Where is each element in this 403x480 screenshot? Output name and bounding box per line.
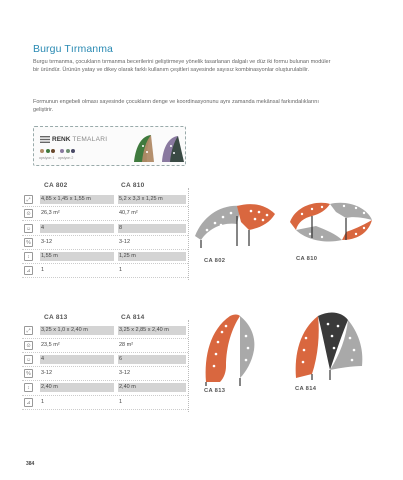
model-name-ca814: CA 814 (121, 314, 145, 321)
vertical-divider (188, 320, 189, 412)
spec-area: 28 m² (119, 342, 134, 348)
divider (22, 220, 188, 221)
area-icon: ⊙ (24, 341, 33, 350)
capacity-icon: ☺ (25, 357, 32, 363)
spec-height: 1,55 m (40, 252, 114, 261)
intro-paragraph: Burgu tırmanma, çocukların tırmanma becerilerini geliştirmeye yönelik tasarlanan dalgalı ve düz iki formu bulunan modüler bir üründür. Ürünün yatay ve dikey olarak farklı kullanım çeşitleri sayesinde sayısız kombinasyonlar oluşturulabilir. (33, 59, 331, 73)
age-icon: % (24, 238, 33, 247)
model-name-ca813: CA 813 (44, 314, 68, 321)
color-sample-illustration (132, 131, 186, 164)
model-name-ca810: CA 810 (121, 182, 145, 189)
area-icon: ⊙ (24, 209, 33, 218)
spec-age: 3-12 (119, 370, 131, 376)
option1-label: opsiyon 1 (39, 156, 55, 160)
spec-capacity: 8 (118, 224, 186, 233)
product-image-ca802 (193, 196, 277, 254)
height-icon: ↕ (24, 383, 33, 392)
option1-swatches (40, 149, 55, 153)
spec-dims: 3,25 x 1,0 x 2,40 m (40, 326, 114, 335)
spec-age: 3-12 (119, 239, 131, 245)
spec-dims: 3,25 x 2,85 x 2,40 m (118, 326, 186, 335)
page-title: Burgu Tırmanma (33, 43, 113, 55)
count-icon: ⊿ (24, 266, 33, 275)
divider (22, 235, 188, 236)
spec-count: 1 (119, 267, 123, 273)
spec-count: 1 (41, 267, 45, 273)
spec-height: 2,40 m (40, 383, 114, 392)
spec-age: 3-12 (41, 239, 53, 245)
divider (22, 366, 188, 367)
caption-ca810: CA 810 (296, 256, 318, 262)
spec-area: 40,7 m² (119, 210, 138, 216)
age-icon: % (24, 369, 33, 378)
count-icon: ⊿ (24, 398, 33, 407)
option2-swatches (60, 149, 75, 153)
option2-label: opsiyon 2 (58, 156, 74, 160)
swatch (66, 149, 70, 153)
spec-capacity: 4 (40, 224, 114, 233)
color-label-bold: RENK (52, 136, 71, 143)
spec-area: 26,3 m² (41, 210, 60, 216)
caption-ca814: CA 814 (295, 386, 317, 392)
spec-capacity: 6 (118, 355, 186, 364)
divider (22, 206, 188, 207)
spec-dims: 4,85 x 1,45 x 1,55 m (40, 195, 114, 204)
page-number: 384 (26, 461, 35, 467)
divider (22, 338, 188, 339)
swatch (46, 149, 50, 153)
product-image-ca810 (286, 196, 376, 250)
height-icon: ↕ (24, 252, 33, 261)
divider (22, 395, 188, 396)
spec-capacity: 4 (40, 355, 114, 364)
capacity-icon: ☺ (25, 226, 32, 232)
swatch (60, 149, 64, 153)
color-themes-label (40, 136, 107, 143)
divider (22, 263, 188, 264)
model-name-ca802: CA 802 (44, 182, 68, 189)
spec-height: 2,40 m (118, 383, 186, 392)
spec-area: 23,5 m² (41, 342, 60, 348)
swatch (40, 149, 44, 153)
divider (22, 409, 188, 410)
spec-count: 1 (41, 399, 45, 405)
spec-height: 1,25 m (118, 252, 186, 261)
spec-dims: 5,2 x 3,3 x 1,25 m (118, 195, 186, 204)
palette-icon (40, 136, 50, 143)
color-themes-box (33, 126, 186, 166)
divider (22, 277, 188, 278)
divider (22, 352, 188, 353)
product-image-ca814 (286, 304, 370, 384)
benefit-paragraph: Formunun engebeli olması sayesinde çocukların denge ve koordinasyonunu aynı zamanda mekânsal farkındalıklarını geliştirir. (33, 99, 319, 113)
spec-age: 3-12 (41, 370, 53, 376)
swatch (71, 149, 75, 153)
color-label-light: TEMALARI (72, 136, 108, 143)
dimensions-icon: ⤢ (24, 326, 33, 335)
caption-ca813: CA 813 (204, 388, 226, 394)
divider (22, 249, 188, 250)
spec-count: 1 (119, 399, 123, 405)
vertical-divider (188, 188, 189, 280)
divider (22, 380, 188, 381)
product-image-ca813 (196, 306, 268, 388)
swatch (51, 149, 55, 153)
dimensions-icon: ⤢ (24, 195, 33, 204)
caption-ca802: CA 802 (204, 258, 226, 264)
